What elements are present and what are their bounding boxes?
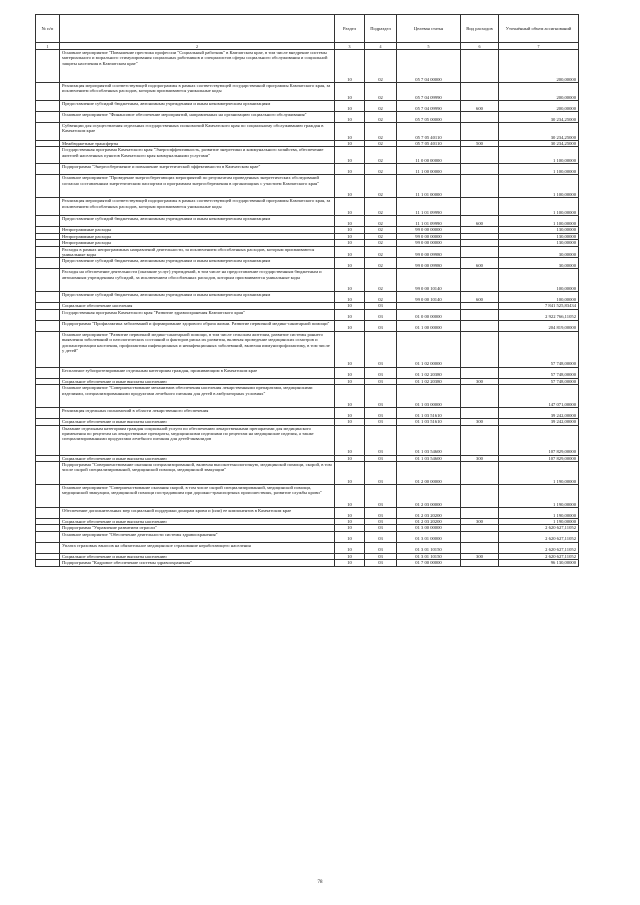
table-row bbox=[36, 385, 579, 408]
row-name-cell: Подпрограмма "Профилактика заболеваний и формирование здорового образа жизни. Развитие первичной медико-санитарной помощи" bbox=[60, 320, 335, 331]
row-section-cell: 10 bbox=[335, 542, 365, 553]
row-amount-cell: 100,00000 bbox=[499, 292, 579, 303]
row-section-cell: 10 bbox=[335, 227, 365, 233]
row-section-cell: 10 bbox=[335, 233, 365, 239]
row-subsection-cell: 02 bbox=[365, 147, 397, 164]
table-row bbox=[36, 425, 579, 455]
row-amount-cell: 30,00000 bbox=[499, 246, 579, 258]
row-number-cell bbox=[36, 542, 60, 553]
row-target-article-cell: 01 7 00 00000 bbox=[397, 560, 461, 566]
row-subsection-cell: 03 bbox=[365, 309, 397, 320]
row-section-cell: 10 bbox=[335, 408, 365, 419]
row-name-cell: Предоставление субсидий бюджетным, автономным учреждениям и иным некоммерческим организациям bbox=[60, 292, 335, 303]
row-section-cell: 10 bbox=[335, 508, 365, 519]
row-subsection-cell: 02 bbox=[365, 269, 397, 292]
row-section-cell: 10 bbox=[335, 258, 365, 269]
row-section-cell: 10 bbox=[335, 240, 365, 246]
row-subsection-cell: 02 bbox=[365, 292, 397, 303]
row-name-cell: Основное мероприятие "Обеспечение деятельности системы здравоохранения" bbox=[60, 531, 335, 542]
row-number-cell bbox=[36, 147, 60, 164]
row-expense-type-cell bbox=[461, 147, 499, 164]
header-row bbox=[36, 15, 579, 43]
row-name-cell: Основное мероприятие "Проведение энергосберегающих мероприятий по результатам проведенных энергетических обследований согласно составленным энергетическим паспортам и программам энергосбережения в организациях с участием Камчатского края" bbox=[60, 175, 335, 198]
row-section-cell: 10 bbox=[335, 303, 365, 309]
row-section-cell: 10 bbox=[335, 141, 365, 147]
row-target-article-cell: 99 0 00 00000 bbox=[397, 233, 461, 239]
table-row bbox=[36, 331, 579, 367]
row-section-cell: 10 bbox=[335, 485, 365, 508]
row-expense-type-cell: 300 bbox=[461, 378, 499, 384]
table-row bbox=[36, 258, 579, 269]
row-target-article-cell: 01 1 00 00000 bbox=[397, 320, 461, 331]
table-row bbox=[36, 292, 579, 303]
row-target-article-cell: 99 0 00 10140 bbox=[397, 292, 461, 303]
row-name-cell: Предоставление субсидий бюджетным, автономным учреждениям и иным некоммерческим организациям bbox=[60, 258, 335, 269]
row-name-cell: Обеспечение дополнительных мер социальной поддержки донорам крови и (или) ее компонентов в Камчатском крае bbox=[60, 508, 335, 519]
col-target-article-header: Целевая статья bbox=[397, 15, 461, 43]
row-section-cell: 10 bbox=[335, 519, 365, 525]
row-amount-cell: 130,00000 bbox=[499, 240, 579, 246]
row-target-article-cell: 05 7 04 09990 bbox=[397, 83, 461, 101]
row-amount-cell: 200,00000 bbox=[499, 50, 579, 83]
row-amount-cell: 2 620 627,11052 bbox=[499, 553, 579, 559]
table-row bbox=[36, 367, 579, 378]
row-expense-type-cell bbox=[461, 560, 499, 566]
row-target-article-cell: 01 0 00 00000 bbox=[397, 309, 461, 320]
row-number-cell bbox=[36, 462, 60, 485]
row-target-article-cell: 01 1 03 00000 bbox=[397, 385, 461, 408]
row-expense-type-cell bbox=[461, 531, 499, 542]
row-section-cell: 10 bbox=[335, 531, 365, 542]
row-expense-type-cell bbox=[461, 246, 499, 258]
row-number-cell bbox=[36, 560, 60, 566]
row-name-cell: Основное мероприятие "Повышение престижа профессии "Социальный работник" в Камчатском крае, в том числе внедрение системы материального и морального стимулирования социальных работников и специалистов сферы социального обслуживания и социальной защиты населения в Камчатском крае" bbox=[60, 50, 335, 83]
row-expense-type-cell: 600 bbox=[461, 216, 499, 227]
row-name-cell: Непрограммные расходы bbox=[60, 233, 335, 239]
row-section-cell: 10 bbox=[335, 385, 365, 408]
row-amount-cell: 1 190,00000 bbox=[499, 462, 579, 485]
row-name-cell: Непрограммные расходы bbox=[60, 227, 335, 233]
row-name-cell: Социальное обеспечение и иные выплаты населению bbox=[60, 553, 335, 559]
row-amount-cell: 57 748,00000 bbox=[499, 367, 579, 378]
table-row bbox=[36, 112, 579, 123]
table-row bbox=[36, 462, 579, 485]
row-subsection-cell: 03 bbox=[365, 408, 397, 419]
row-subsection-cell: 03 bbox=[365, 378, 397, 384]
table-row bbox=[36, 246, 579, 258]
table-row bbox=[36, 175, 579, 198]
row-subsection-cell: 03 bbox=[365, 320, 397, 331]
row-expense-type-cell bbox=[461, 164, 499, 175]
row-amount-cell: 30 234,25000 bbox=[499, 112, 579, 123]
row-section-cell: 10 bbox=[335, 425, 365, 455]
table-row bbox=[36, 309, 579, 320]
row-name-cell: Подпрограмма "Управление развитием отрасли" bbox=[60, 525, 335, 531]
table-row bbox=[36, 508, 579, 519]
row-amount-cell: 1 190,00000 bbox=[499, 485, 579, 508]
table-row bbox=[36, 198, 579, 216]
col-expense-type-header: Вид расходов bbox=[461, 15, 499, 43]
row-name-cell: Субвенции для осуществления отдельных государственных полномочий Камчатского края по социальному обслуживанию граждан в Камчатском крае bbox=[60, 123, 335, 141]
row-number-cell bbox=[36, 292, 60, 303]
row-subsection-cell: 03 bbox=[365, 560, 397, 566]
index-cell: 4 bbox=[365, 43, 397, 50]
table-row bbox=[36, 83, 579, 101]
row-section-cell: 10 bbox=[335, 292, 365, 303]
row-name-cell: Расходы на обеспечение деятельности (оказание услуг) учреждений, в том числе на предоставление государственным бюджетным и автономным учреждениям субсидий, за исключением обособленных расходов, которым присваиваются уникальные коды bbox=[60, 269, 335, 292]
row-name-cell: Реализация мероприятий соответствующей подпрограммы в рамках соответствующей государственной программы Камчатского края, за исключением обособленных расходов, которым присваиваются уникальные коды bbox=[60, 83, 335, 101]
row-subsection-cell: 02 bbox=[365, 175, 397, 198]
row-expense-type-cell bbox=[461, 367, 499, 378]
row-expense-type-cell bbox=[461, 462, 499, 485]
row-amount-cell: 2 922 766,11052 bbox=[499, 309, 579, 320]
row-subsection-cell: 03 bbox=[365, 419, 397, 425]
row-section-cell: 10 bbox=[335, 101, 365, 112]
row-expense-type-cell bbox=[461, 112, 499, 123]
table-row bbox=[36, 531, 579, 542]
row-expense-type-cell bbox=[461, 175, 499, 198]
row-number-cell bbox=[36, 408, 60, 419]
col-name-header bbox=[60, 15, 335, 43]
row-section-cell: 10 bbox=[335, 164, 365, 175]
row-target-article-cell: 01 3 00 00000 bbox=[397, 525, 461, 531]
row-amount-cell: 1 100,00000 bbox=[499, 198, 579, 216]
index-cell: 1 bbox=[36, 43, 60, 50]
row-name-cell: Социальное обеспечение и иные выплаты населению bbox=[60, 455, 335, 461]
row-subsection-cell: 03 bbox=[365, 425, 397, 455]
row-amount-cell: 107 829,00000 bbox=[499, 425, 579, 455]
row-amount-cell: 2 620 627,11052 bbox=[499, 525, 579, 531]
row-name-cell: Оказание отдельным категориям граждан социальной услуги по обеспечению лекарственными препаратами для медицинского применения по рецептам на лекарственные препараты, медицинскими изделиями по рецептам на медицинские изделия, а также специализированными продуктами лечебного питания для детей-инвалидов bbox=[60, 425, 335, 455]
row-section-cell: 10 bbox=[335, 246, 365, 258]
row-target-article-cell: 01 3 01 10150 bbox=[397, 553, 461, 559]
row-name-cell: Предоставление субсидий бюджетным, автономным учреждениям и иным некоммерческим организациям bbox=[60, 216, 335, 227]
row-section-cell: 10 bbox=[335, 331, 365, 367]
row-amount-cell: 204 819,00000 bbox=[499, 320, 579, 331]
row-name-cell: Уплата страховых взносов на обязательное медицинское страхование неработающего населения bbox=[60, 542, 335, 553]
table-row bbox=[36, 101, 579, 112]
row-subsection-cell: 03 bbox=[365, 525, 397, 531]
row-target-article-cell: 01 1 02 20380 bbox=[397, 378, 461, 384]
row-expense-type-cell bbox=[461, 485, 499, 508]
row-amount-cell: 147 071,00000 bbox=[499, 385, 579, 408]
index-cell: 2 bbox=[60, 43, 335, 50]
row-subsection-cell: 03 bbox=[365, 331, 397, 367]
row-section-cell: 10 bbox=[335, 175, 365, 198]
row-number-cell bbox=[36, 367, 60, 378]
row-target-article-cell: 05 7 04 00000 bbox=[397, 50, 461, 83]
row-number-cell bbox=[36, 269, 60, 292]
row-subsection-cell: 03 bbox=[365, 385, 397, 408]
row-target-article-cell: 11 0 00 00000 bbox=[397, 147, 461, 164]
row-target-article-cell: 01 3 01 10150 bbox=[397, 542, 461, 553]
table-row bbox=[36, 147, 579, 164]
row-amount-cell: 57 748,00000 bbox=[499, 331, 579, 367]
row-name-cell: Предоставление субсидий бюджетным, автономным учреждениям и иным некоммерческим организациям bbox=[60, 101, 335, 112]
row-target-article-cell: 11 1 00 00000 bbox=[397, 164, 461, 175]
row-target-article-cell: 01 1 03 51610 bbox=[397, 408, 461, 419]
row-name-cell: Бесплатное зубопротезирование отдельным категориям граждан, проживающим в Камчатском крае bbox=[60, 367, 335, 378]
row-target-article-cell: 11 1 01 09990 bbox=[397, 216, 461, 227]
row-target-article-cell: 05 7 04 09990 bbox=[397, 101, 461, 112]
row-subsection-cell: 02 bbox=[365, 198, 397, 216]
row-subsection-cell: 03 bbox=[365, 485, 397, 508]
row-name-cell: Социальное обеспечение и иные выплаты населению bbox=[60, 378, 335, 384]
row-amount-cell: 200,00000 bbox=[499, 101, 579, 112]
row-amount-cell: 1 190,00000 bbox=[499, 519, 579, 525]
row-name-cell: Подпрограмма "Совершенствование оказания специализированной, включая высокотехнологичную, медицинской помощи, скорой, в том числе скорой специализированной, медицинской помощи, медицинской эвакуации" bbox=[60, 462, 335, 485]
index-row bbox=[36, 43, 579, 50]
row-name-cell: Основное мероприятие "Совершенствование оказания скорой, в том числе скорой специализированной, медицинской помощи, медицинской эвакуации, медицинской помощи пострадавшим при дорожно-транспортных происшествиях, развитие службы крови" bbox=[60, 485, 335, 508]
row-expense-type-cell bbox=[461, 269, 499, 292]
budget-table bbox=[35, 14, 579, 567]
row-expense-type-cell: 600 bbox=[461, 258, 499, 269]
row-subsection-cell: 02 bbox=[365, 123, 397, 141]
row-name-cell: Основное мероприятие "Финансовое обеспечение мероприятий, направленных на организацию социального обслуживания" bbox=[60, 112, 335, 123]
row-number-cell bbox=[36, 101, 60, 112]
row-name-cell: Государственная программа Камчатского края "Развитие здравоохранения Камчатского края" bbox=[60, 309, 335, 320]
row-target-article-cell: 99 0 00 09980 bbox=[397, 246, 461, 258]
row-target-article-cell: 01 2 03 00000 bbox=[397, 485, 461, 508]
row-section-cell: 10 bbox=[335, 525, 365, 531]
row-section-cell: 10 bbox=[335, 560, 365, 566]
row-expense-type-cell: 600 bbox=[461, 101, 499, 112]
row-section-cell: 10 bbox=[335, 50, 365, 83]
col-number-header: № п/п bbox=[36, 15, 60, 43]
row-target-article-cell: 01 3 01 00000 bbox=[397, 531, 461, 542]
row-amount-cell: 7 841 525,83434 bbox=[499, 303, 579, 309]
table-row bbox=[36, 123, 579, 141]
row-subsection-cell: 02 bbox=[365, 246, 397, 258]
table-row bbox=[36, 408, 579, 419]
row-amount-cell: 30,00000 bbox=[499, 258, 579, 269]
index-cell: 7 bbox=[499, 43, 579, 50]
col-subsection-header: Подраздел bbox=[365, 15, 397, 43]
row-section-cell: 10 bbox=[335, 320, 365, 331]
row-section-cell: 10 bbox=[335, 419, 365, 425]
row-subsection-cell: 03 bbox=[365, 531, 397, 542]
page-number: 78 bbox=[317, 880, 323, 885]
row-number-cell bbox=[36, 164, 60, 175]
table-row bbox=[36, 320, 579, 331]
row-target-article-cell: 99 0 00 09980 bbox=[397, 258, 461, 269]
row-target-article-cell: 01 1 03 54600 bbox=[397, 455, 461, 461]
row-section-cell: 10 bbox=[335, 198, 365, 216]
row-number-cell bbox=[36, 216, 60, 227]
table-row bbox=[36, 164, 579, 175]
row-subsection-cell: 02 bbox=[365, 141, 397, 147]
row-name-cell: Социальное обеспечение и иные выплаты населению bbox=[60, 419, 335, 425]
row-amount-cell: 2 620 627,11052 bbox=[499, 531, 579, 542]
row-number-cell bbox=[36, 531, 60, 542]
row-number-cell bbox=[36, 175, 60, 198]
row-number-cell bbox=[36, 123, 60, 141]
row-target-article-cell: 11 1 01 00000 bbox=[397, 175, 461, 198]
row-amount-cell: 30 234,25000 bbox=[499, 141, 579, 147]
row-expense-type-cell bbox=[461, 198, 499, 216]
row-number-cell bbox=[36, 246, 60, 258]
table-row bbox=[36, 50, 579, 83]
row-subsection-cell: 03 bbox=[365, 462, 397, 485]
row-subsection-cell: 03 bbox=[365, 519, 397, 525]
row-section-cell: 10 bbox=[335, 378, 365, 384]
col-amount-header: Уточнённый объем ассигнований bbox=[499, 15, 579, 43]
table-body bbox=[36, 50, 579, 567]
row-number-cell bbox=[36, 258, 60, 269]
row-expense-type-cell bbox=[461, 83, 499, 101]
row-name-cell: Основное мероприятие "Развитие первичной медико-санитарной помощи, в том числе сельским жителям, развитие системы раннего выявления заболеваний и патологических состояний и факторов риска их развития, включая проведение медицинских осмотров и диспансеризации населения, профилактика инфекционных и неинфекционных заболеваний, включая иммунопрофилактику, в том числе у детей" bbox=[60, 331, 335, 367]
row-name-cell: Социальное обеспечение населения bbox=[60, 303, 335, 309]
row-expense-type-cell bbox=[461, 408, 499, 419]
row-name-cell: Государственная программа Камчатского края "Энергоэффективность, развитие энергетики и коммунального хозяйства, обеспечение жителей населенных пунктов Камчатского края коммунальными услугами" bbox=[60, 147, 335, 164]
row-amount-cell: 39 242,00000 bbox=[499, 408, 579, 419]
row-section-cell: 10 bbox=[335, 123, 365, 141]
row-amount-cell: 1 100,00000 bbox=[499, 216, 579, 227]
row-expense-type-cell: 300 bbox=[461, 419, 499, 425]
row-target-article-cell: 01 1 03 51610 bbox=[397, 419, 461, 425]
row-number-cell bbox=[36, 385, 60, 408]
row-amount-cell: 1 100,00000 bbox=[499, 164, 579, 175]
row-number-cell bbox=[36, 50, 60, 83]
row-subsection-cell: 02 bbox=[365, 216, 397, 227]
row-target-article-cell: 01 2 03 20200 bbox=[397, 519, 461, 525]
row-number-cell bbox=[36, 83, 60, 101]
row-subsection-cell: 03 bbox=[365, 367, 397, 378]
row-number-cell bbox=[36, 485, 60, 508]
row-expense-type-cell bbox=[461, 320, 499, 331]
row-expense-type-cell: 300 bbox=[461, 455, 499, 461]
row-target-article-cell: 01 2 00 00000 bbox=[397, 462, 461, 485]
row-amount-cell: 96 130,00000 bbox=[499, 560, 579, 566]
index-cell: 3 bbox=[335, 43, 365, 50]
row-expense-type-cell bbox=[461, 331, 499, 367]
row-number-cell bbox=[36, 112, 60, 123]
row-expense-type-cell bbox=[461, 385, 499, 408]
row-amount-cell: 130,00000 bbox=[499, 227, 579, 233]
row-amount-cell: 1 100,00000 bbox=[499, 147, 579, 164]
row-name-cell: Расходы в рамках непрограммных направлений деятельности, за исключением обособленных расходов, которым присваиваются уникальные коды bbox=[60, 246, 335, 258]
row-subsection-cell: 02 bbox=[365, 258, 397, 269]
row-subsection-cell: 02 bbox=[365, 240, 397, 246]
row-target-article-cell: 99 0 00 00000 bbox=[397, 240, 461, 246]
row-subsection-cell: 02 bbox=[365, 112, 397, 123]
row-section-cell: 10 bbox=[335, 462, 365, 485]
row-subsection-cell: 03 bbox=[365, 455, 397, 461]
index-cell: 6 bbox=[461, 43, 499, 50]
index-cell: 5 bbox=[397, 43, 461, 50]
row-target-article-cell: 01 1 03 54600 bbox=[397, 425, 461, 455]
row-section-cell: 10 bbox=[335, 269, 365, 292]
table-row bbox=[36, 560, 579, 566]
table-row bbox=[36, 485, 579, 508]
row-amount-cell: 39 242,00000 bbox=[499, 419, 579, 425]
row-target-article-cell: 99 0 00 00000 bbox=[397, 227, 461, 233]
row-name-cell: Подпрограмма "Кадровое обеспечение системы здравоохранения" bbox=[60, 560, 335, 566]
row-section-cell: 10 bbox=[335, 367, 365, 378]
row-name-cell: Социальное обеспечение и иные выплаты населению bbox=[60, 519, 335, 525]
row-number-cell bbox=[36, 320, 60, 331]
row-section-cell: 10 bbox=[335, 112, 365, 123]
row-expense-type-cell: 600 bbox=[461, 292, 499, 303]
row-subsection-cell: 02 bbox=[365, 227, 397, 233]
row-section-cell: 10 bbox=[335, 553, 365, 559]
row-target-article-cell: 05 7 05 00000 bbox=[397, 112, 461, 123]
row-target-article-cell: 01 1 02 20380 bbox=[397, 367, 461, 378]
row-expense-type-cell: 500 bbox=[461, 141, 499, 147]
row-amount-cell: 2 620 627,11052 bbox=[499, 542, 579, 553]
table-row bbox=[36, 542, 579, 553]
row-section-cell: 10 bbox=[335, 147, 365, 164]
row-name-cell: Непрограммные расходы bbox=[60, 240, 335, 246]
row-amount-cell: 200,00000 bbox=[499, 83, 579, 101]
row-target-article-cell: 01 1 02 00000 bbox=[397, 331, 461, 367]
row-section-cell: 10 bbox=[335, 83, 365, 101]
row-expense-type-cell bbox=[461, 425, 499, 455]
row-name-cell: Реализация мероприятий соответствующей подпрограммы в рамках соответствующей государственной программы Камчатского края, за исключением обособленных расходов, которым присваиваются уникальные коды bbox=[60, 198, 335, 216]
row-target-article-cell: 99 0 00 10140 bbox=[397, 269, 461, 292]
row-amount-cell: 107 829,00000 bbox=[499, 455, 579, 461]
row-subsection-cell: 02 bbox=[365, 101, 397, 112]
row-subsection-cell: 02 bbox=[365, 50, 397, 83]
row-section-cell: 10 bbox=[335, 309, 365, 320]
row-subsection-cell: 02 bbox=[365, 164, 397, 175]
row-expense-type-cell: 300 bbox=[461, 519, 499, 525]
row-expense-type-cell bbox=[461, 309, 499, 320]
row-target-article-cell: 01 2 03 20200 bbox=[397, 508, 461, 519]
row-subsection-cell: 03 bbox=[365, 542, 397, 553]
row-target-article-cell: 05 7 05 40110 bbox=[397, 123, 461, 141]
row-amount-cell: 1 190,00000 bbox=[499, 508, 579, 519]
row-amount-cell: 100,00000 bbox=[499, 269, 579, 292]
row-name-cell: Основное мероприятие "Совершенствование механизмов обеспечения населения лекарственными препаратами, медицинскими изделиями, специализированными продуктами лечебного питания для детей в амбулаторных условиях" bbox=[60, 385, 335, 408]
table-row bbox=[36, 216, 579, 227]
row-amount-cell: 57 748,00000 bbox=[499, 378, 579, 384]
row-number-cell bbox=[36, 331, 60, 367]
row-subsection-cell: 03 bbox=[365, 303, 397, 309]
row-amount-cell: 30 234,25000 bbox=[499, 123, 579, 141]
row-expense-type-cell bbox=[461, 50, 499, 83]
row-expense-type-cell: 300 bbox=[461, 553, 499, 559]
table-row bbox=[36, 269, 579, 292]
row-target-article-cell: 05 7 05 40110 bbox=[397, 141, 461, 147]
col-section-header: Раздел bbox=[335, 15, 365, 43]
row-section-cell: 10 bbox=[335, 216, 365, 227]
row-subsection-cell: 02 bbox=[365, 233, 397, 239]
row-expense-type-cell bbox=[461, 508, 499, 519]
row-name-cell: Подпрограмма "Энергосбережение и повышение энергетической эффективности в Камчатском крае" bbox=[60, 164, 335, 175]
row-expense-type-cell bbox=[461, 542, 499, 553]
row-number-cell bbox=[36, 198, 60, 216]
row-number-cell bbox=[36, 309, 60, 320]
row-section-cell: 10 bbox=[335, 455, 365, 461]
row-number-cell bbox=[36, 508, 60, 519]
row-amount-cell: 130,00000 bbox=[499, 233, 579, 239]
row-name-cell: Реализация отдельных полномочий в области лекарственного обеспечения bbox=[60, 408, 335, 419]
row-subsection-cell: 03 bbox=[365, 508, 397, 519]
row-number-cell bbox=[36, 425, 60, 455]
row-expense-type-cell bbox=[461, 123, 499, 141]
row-name-cell: Межбюджетные трансферты bbox=[60, 141, 335, 147]
row-subsection-cell: 03 bbox=[365, 553, 397, 559]
row-subsection-cell: 02 bbox=[365, 83, 397, 101]
row-target-article-cell: 11 1 01 09990 bbox=[397, 198, 461, 216]
row-amount-cell: 1 100,00000 bbox=[499, 175, 579, 198]
